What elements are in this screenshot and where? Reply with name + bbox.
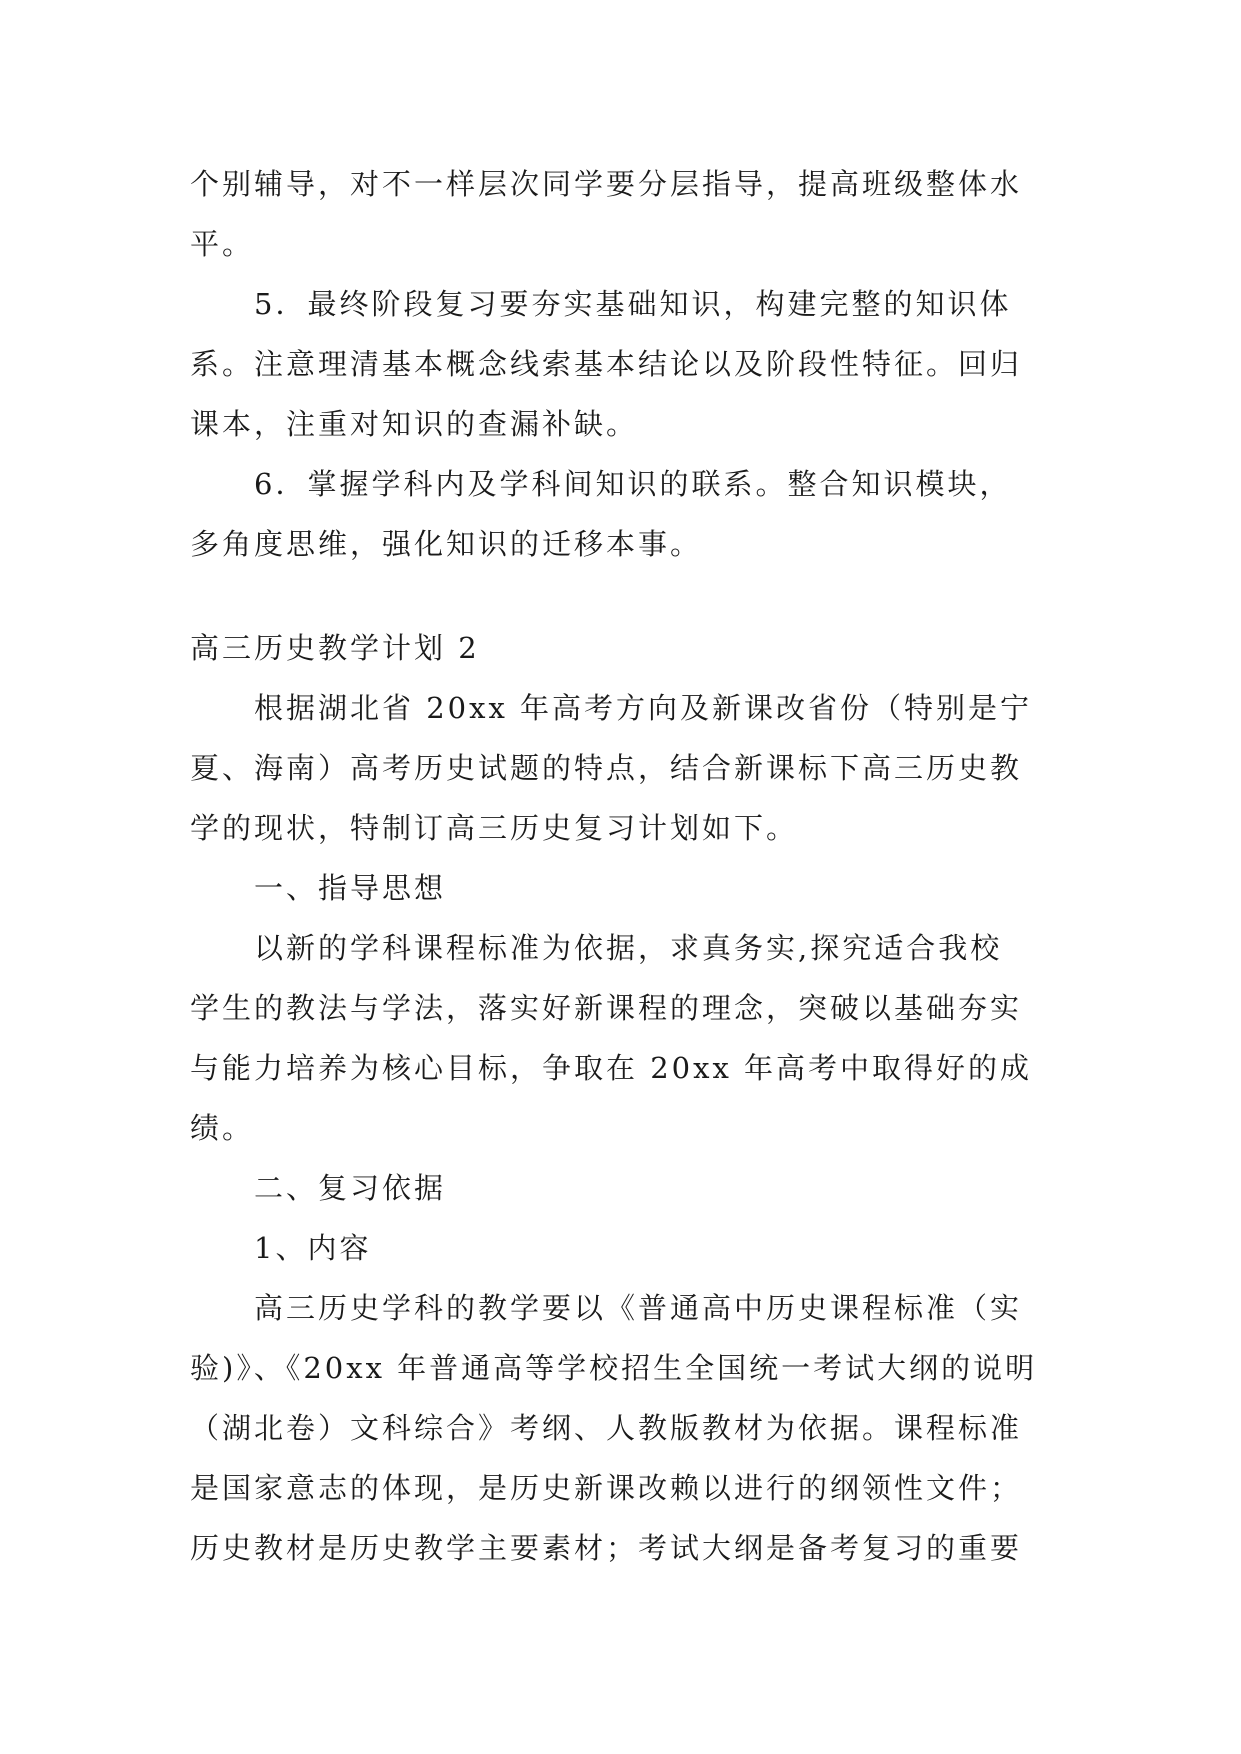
paragraph-line: 高三历史学科的教学要以《普通高中历史课程标准（实: [254, 1291, 1023, 1325]
paragraph-line: 根据湖北省 20xx 年高考方向及新课改省份（特别是宁: [254, 691, 1033, 725]
paragraph-line: 与能力培养为核心目标，争取在 20xx 年高考中取得好的成: [190, 1051, 1033, 1085]
paragraph-line: 多角度思维，强化知识的迁移本事。: [190, 527, 703, 561]
paragraph-line: （湖北卷）文科综合》考纲、人教版教材为依据。课程标准: [190, 1411, 1023, 1445]
paragraph-line: 平。: [190, 227, 255, 261]
paragraph-line: 历史教材是历史教学主要素材；考试大纲是备考复习的重要: [190, 1531, 1023, 1565]
paragraph-line: 绩。: [190, 1111, 255, 1145]
paragraph-line: 系。注意理清基本概念线索基本结论以及阶段性特征。回归: [190, 347, 1023, 381]
paragraph-line: 是国家意志的体现，是历史新课改赖以进行的纲领性文件；: [190, 1471, 1023, 1505]
heading-review-basis: 二、复习依据: [254, 1171, 447, 1205]
heading-content: 1、内容: [254, 1231, 372, 1265]
paragraph-line: 以新的学科课程标准为依据，求真务实,探究适合我校: [254, 931, 1003, 965]
heading-guiding-ideology: 一、指导思想: [254, 871, 447, 905]
paragraph-line: 夏、海南）高考历史试题的特点，结合新课标下高三历史教: [190, 751, 1023, 785]
paragraph-line: 验)》、《20xx 年普通高等学校招生全国统一考试大纲的说明: [190, 1351, 1038, 1385]
list-item-6: 6．掌握学科内及学科间知识的联系。整合知识模块，: [254, 467, 1012, 501]
list-item-5: 5．最终阶段复习要夯实基础知识，构建完整的知识体: [254, 287, 1012, 321]
paragraph-line: 学生的教法与学法，落实好新课程的理念，突破以基础夯实: [190, 991, 1023, 1025]
paragraph-line: 学的现状，特制订高三历史复习计划如下。: [190, 811, 799, 845]
section-title: 高三历史教学计划 2: [190, 631, 480, 665]
paragraph-line: 个别辅导，对不一样层次同学要分层指导，提高班级整体水: [190, 167, 1023, 201]
paragraph-line: 课本，注重对知识的查漏补缺。: [190, 407, 639, 441]
